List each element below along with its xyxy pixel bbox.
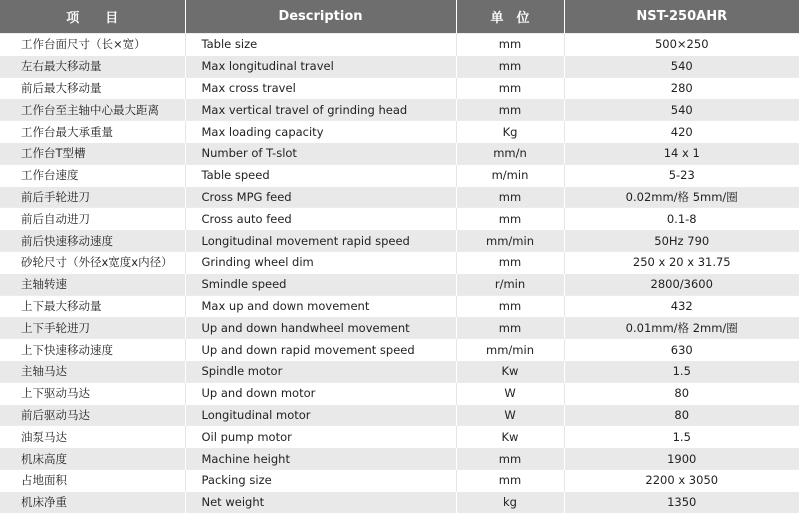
cell-value: 14 x 1 [564, 142, 799, 164]
cell-unit: Kw [456, 360, 564, 382]
cell-unit: W [456, 382, 564, 404]
cell-value: 280 [564, 77, 799, 99]
cell-value: 0.01mm/格 2mm/圈 [564, 317, 799, 339]
cell-unit: mm [456, 77, 564, 99]
header-unit: 单 位 [456, 0, 564, 34]
cell-unit: mm/min [456, 339, 564, 361]
cell-description: Table speed [185, 164, 456, 186]
cell-unit: mm [456, 317, 564, 339]
header-description: Description [185, 0, 456, 34]
cell-item: 前后最大移动量 [0, 77, 185, 99]
header-item: 项 目 [0, 0, 185, 34]
cell-value: 540 [564, 55, 799, 77]
cell-item: 前后自动进刀 [0, 208, 185, 230]
cell-unit: mm [456, 34, 564, 56]
cell-description: Smindle speed [185, 273, 456, 295]
table-row [0, 55, 799, 77]
cell-description: Max cross travel [185, 77, 456, 99]
cell-value: 2800/3600 [564, 273, 799, 295]
table-row [0, 121, 799, 143]
table-row [0, 208, 799, 230]
cell-item: 占地面积 [0, 469, 185, 491]
cell-unit: mm [456, 295, 564, 317]
cell-value: 2200 x 3050 [564, 469, 799, 491]
cell-description: Net weight [185, 491, 456, 512]
cell-value: 1900 [564, 448, 799, 470]
cell-item: 工作台速度 [0, 164, 185, 186]
table-row [0, 491, 799, 512]
spec-body [0, 34, 799, 513]
cell-unit: m/min [456, 164, 564, 186]
cell-item: 机床净重 [0, 491, 185, 512]
cell-description: Oil pump motor [185, 426, 456, 448]
cell-item: 上下快速移动速度 [0, 339, 185, 361]
table-row [0, 251, 799, 273]
cell-unit: mm [456, 186, 564, 208]
table-row [0, 34, 799, 56]
cell-unit: mm [456, 469, 564, 491]
cell-item: 工作台至主轴中心最大距离 [0, 99, 185, 121]
cell-unit: mm [456, 55, 564, 77]
cell-value: 432 [564, 295, 799, 317]
cell-value: 5-23 [564, 164, 799, 186]
cell-item: 砂轮尺寸（外径x宽度x内径） [0, 251, 185, 273]
table-row [0, 426, 799, 448]
table-row [0, 77, 799, 99]
cell-value: 1.5 [564, 426, 799, 448]
cell-unit: kg [456, 491, 564, 512]
cell-description: Table size [185, 34, 456, 56]
cell-item: 上下手轮进刀 [0, 317, 185, 339]
cell-unit: r/min [456, 273, 564, 295]
cell-value: 50Hz 790 [564, 230, 799, 252]
table-row [0, 448, 799, 470]
cell-item: 工作台T型槽 [0, 142, 185, 164]
cell-description: Max longitudinal travel [185, 55, 456, 77]
cell-item: 主轴转速 [0, 273, 185, 295]
cell-unit: Kw [456, 426, 564, 448]
cell-value: 1350 [564, 491, 799, 512]
cell-value: 540 [564, 99, 799, 121]
table-row [0, 230, 799, 252]
cell-description: Max loading capacity [185, 121, 456, 143]
cell-item: 前后快速移动速度 [0, 230, 185, 252]
cell-unit: Kg [456, 121, 564, 143]
cell-description: Grinding wheel dim [185, 251, 456, 273]
table-row [0, 317, 799, 339]
cell-description: Up and down rapid movement speed [185, 339, 456, 361]
cell-description: Longitudinal motor [185, 404, 456, 426]
table-row [0, 404, 799, 426]
cell-description: Longitudinal movement rapid speed [185, 230, 456, 252]
cell-value: 0.1-8 [564, 208, 799, 230]
table-row [0, 273, 799, 295]
cell-item: 油泵马达 [0, 426, 185, 448]
cell-item: 工作台面尺寸（长×宽） [0, 34, 185, 56]
cell-item: 上下驱动马达 [0, 382, 185, 404]
table-row [0, 99, 799, 121]
table-row [0, 382, 799, 404]
table-row [0, 295, 799, 317]
cell-item: 主轴马达 [0, 360, 185, 382]
cell-description: Up and down motor [185, 382, 456, 404]
cell-item: 上下最大移动量 [0, 295, 185, 317]
cell-value: 630 [564, 339, 799, 361]
cell-value: 250 x 20 x 31.75 [564, 251, 799, 273]
table-row [0, 339, 799, 361]
header-row [0, 0, 799, 34]
cell-description: Spindle motor [185, 360, 456, 382]
table-row [0, 186, 799, 208]
cell-item: 前后驱动马达 [0, 404, 185, 426]
cell-description: Max up and down movement [185, 295, 456, 317]
cell-value: 80 [564, 382, 799, 404]
cell-description: Packing size [185, 469, 456, 491]
cell-item: 工作台最大承重量 [0, 121, 185, 143]
cell-unit: mm [456, 99, 564, 121]
cell-unit: mm/min [456, 230, 564, 252]
table-row [0, 142, 799, 164]
cell-value: 0.02mm/格 5mm/圈 [564, 186, 799, 208]
cell-unit: mm/n [456, 142, 564, 164]
table-row [0, 164, 799, 186]
cell-unit: mm [456, 448, 564, 470]
cell-description: Up and down handwheel movement [185, 317, 456, 339]
table-row [0, 360, 799, 382]
header-model: NST-250AHR [564, 0, 799, 34]
cell-value: 1.5 [564, 360, 799, 382]
cell-item: 机床高度 [0, 448, 185, 470]
cell-item: 左右最大移动量 [0, 55, 185, 77]
cell-description: Cross auto feed [185, 208, 456, 230]
cell-value: 500×250 [564, 34, 799, 56]
cell-unit: W [456, 404, 564, 426]
cell-value: 420 [564, 121, 799, 143]
cell-description: Number of T-slot [185, 142, 456, 164]
cell-description: Max vertical travel of grinding head [185, 99, 456, 121]
cell-value: 80 [564, 404, 799, 426]
cell-unit: mm [456, 251, 564, 273]
cell-item: 前后手轮进刀 [0, 186, 185, 208]
table-row [0, 469, 799, 491]
cell-description: Cross MPG feed [185, 186, 456, 208]
cell-unit: mm [456, 208, 564, 230]
cell-description: Machine height [185, 448, 456, 470]
